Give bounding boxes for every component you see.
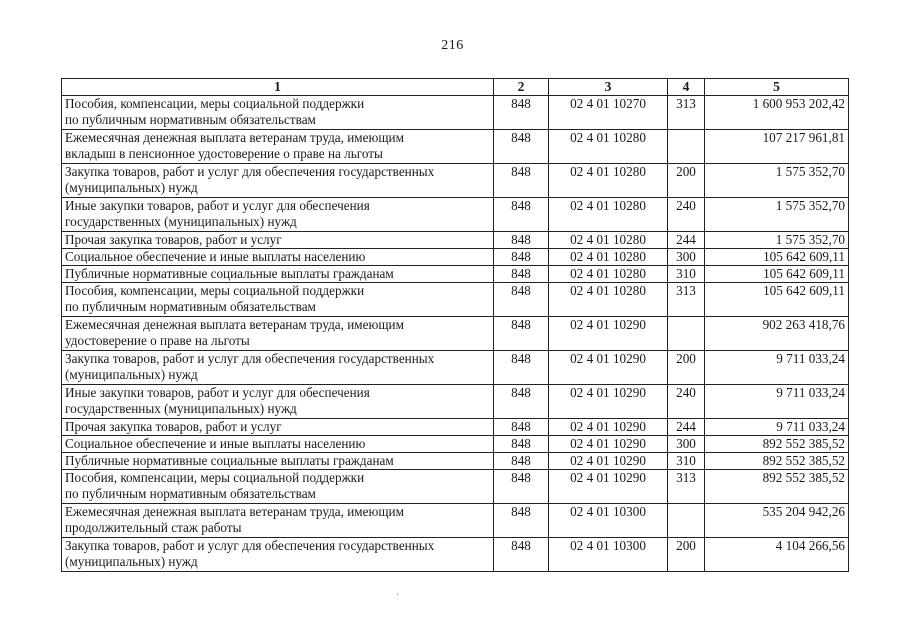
row-csr-cell: 02 4 01 10290 xyxy=(549,385,668,419)
table-row xyxy=(62,130,849,164)
row-name-cell: Социальное обеспечение и иные выплаты населению xyxy=(62,249,494,266)
table-header-row xyxy=(62,79,849,96)
row-name-cell: Публичные нормативные социальные выплаты гражданам xyxy=(62,266,494,283)
row-csr-cell: 02 4 01 10280 xyxy=(549,283,668,317)
row-name-cell: Публичные нормативные социальные выплаты гражданам xyxy=(62,453,494,470)
row-amount-cell: 107 217 961,81 xyxy=(705,130,849,164)
row-name-cell: Прочая закупка товаров, работ и услуг xyxy=(62,232,494,249)
row-vr-cell: 200 xyxy=(668,351,705,385)
row-ved-cell: 848 xyxy=(494,504,549,538)
column-header-amount: 5 xyxy=(705,79,849,96)
row-ved-cell: 848 xyxy=(494,96,549,130)
row-name-cell: Прочая закупка товаров, работ и услуг xyxy=(62,419,494,436)
row-amount-cell: 9 711 033,24 xyxy=(705,351,849,385)
row-vr-cell: 313 xyxy=(668,470,705,504)
row-amount-cell: 892 552 385,52 xyxy=(705,470,849,504)
row-name-cell: Пособия, компенсации, меры социальной поддержки по публичным нормативным обязательствам xyxy=(62,283,494,317)
row-name-cell: Ежемесячная денежная выплата ветеранам труда, имеющим продолжительный стаж работы xyxy=(62,504,494,538)
row-csr-cell: 02 4 01 10280 xyxy=(549,198,668,232)
row-amount-cell: 1 575 352,70 xyxy=(705,198,849,232)
row-ved-cell: 848 xyxy=(494,351,549,385)
row-csr-cell: 02 4 01 10300 xyxy=(549,504,668,538)
row-amount-cell: 1 600 953 202,42 xyxy=(705,96,849,130)
row-name-cell: Закупка товаров, работ и услуг для обеспечения государственных (муниципальных) нужд xyxy=(62,164,494,198)
row-ved-cell: 848 xyxy=(494,317,549,351)
table-row xyxy=(62,385,849,419)
row-vr-cell: 300 xyxy=(668,436,705,453)
row-amount-cell: 892 552 385,52 xyxy=(705,436,849,453)
row-amount-cell: 4 104 266,56 xyxy=(705,538,849,572)
row-csr-cell: 02 4 01 10280 xyxy=(549,249,668,266)
row-amount-cell: 105 642 609,11 xyxy=(705,249,849,266)
row-amount-cell: 105 642 609,11 xyxy=(705,283,849,317)
row-vr-cell xyxy=(668,504,705,538)
row-amount-cell: 9 711 033,24 xyxy=(705,419,849,436)
table-row xyxy=(62,232,849,249)
column-header-vr: 4 xyxy=(668,79,705,96)
row-amount-cell: 105 642 609,11 xyxy=(705,266,849,283)
row-ved-cell: 848 xyxy=(494,436,549,453)
row-name-cell: Пособия, компенсации, меры социальной поддержки по публичным нормативным обязательствам xyxy=(62,96,494,130)
row-name-cell: Закупка товаров, работ и услуг для обеспечения государственных (муниципальных) нужд xyxy=(62,351,494,385)
table-row xyxy=(62,538,849,572)
row-amount-cell: 902 263 418,76 xyxy=(705,317,849,351)
row-ved-cell: 848 xyxy=(494,249,549,266)
table-row xyxy=(62,198,849,232)
row-vr-cell: 313 xyxy=(668,96,705,130)
row-csr-cell: 02 4 01 10300 xyxy=(549,538,668,572)
table-row xyxy=(62,317,849,351)
row-csr-cell: 02 4 01 10280 xyxy=(549,232,668,249)
table-row xyxy=(62,351,849,385)
row-ved-cell: 848 xyxy=(494,198,549,232)
column-header-ved: 2 xyxy=(494,79,549,96)
row-csr-cell: 02 4 01 10290 xyxy=(549,470,668,504)
row-vr-cell: 200 xyxy=(668,538,705,572)
row-name-cell: Социальное обеспечение и иные выплаты населению xyxy=(62,436,494,453)
row-csr-cell: 02 4 01 10280 xyxy=(549,164,668,198)
row-ved-cell: 848 xyxy=(494,470,549,504)
table-row xyxy=(62,436,849,453)
row-csr-cell: 02 4 01 10290 xyxy=(549,351,668,385)
row-vr-cell: 240 xyxy=(668,385,705,419)
row-ved-cell: 848 xyxy=(494,385,549,419)
row-name-cell: Ежемесячная денежная выплата ветеранам труда, имеющим удостоверение о праве на льготы xyxy=(62,317,494,351)
row-name-cell: Иные закупки товаров, работ и услуг для обеспечения государственных (муниципальных) нужд xyxy=(62,385,494,419)
row-name-cell: Закупка товаров, работ и услуг для обеспечения государственных (муниципальных) нужд xyxy=(62,538,494,572)
row-csr-cell: 02 4 01 10280 xyxy=(549,266,668,283)
row-ved-cell: 848 xyxy=(494,266,549,283)
row-vr-cell: 200 xyxy=(668,164,705,198)
row-amount-cell: 535 204 942,26 xyxy=(705,504,849,538)
row-amount-cell: 892 552 385,52 xyxy=(705,453,849,470)
row-ved-cell: 848 xyxy=(494,164,549,198)
column-header-csr: 3 xyxy=(549,79,668,96)
row-csr-cell: 02 4 01 10270 xyxy=(549,96,668,130)
row-ved-cell: 848 xyxy=(494,283,549,317)
row-vr-cell: 240 xyxy=(668,198,705,232)
row-amount-cell: 9 711 033,24 xyxy=(705,385,849,419)
row-ved-cell: 848 xyxy=(494,419,549,436)
table-row xyxy=(62,266,849,283)
table-row xyxy=(62,453,849,470)
row-vr-cell: 310 xyxy=(668,453,705,470)
row-csr-cell: 02 4 01 10290 xyxy=(549,436,668,453)
page-number: 216 xyxy=(441,38,464,53)
column-header-name: 1 xyxy=(62,79,494,96)
table-row xyxy=(62,164,849,198)
row-vr-cell: 313 xyxy=(668,283,705,317)
row-csr-cell: 02 4 01 10290 xyxy=(549,453,668,470)
row-ved-cell: 848 xyxy=(494,232,549,249)
table-row xyxy=(62,283,849,317)
row-amount-cell: 1 575 352,70 xyxy=(705,232,849,249)
row-ved-cell: 848 xyxy=(494,538,549,572)
row-name-cell: Иные закупки товаров, работ и услуг для обеспечения государственных (муниципальных) нужд xyxy=(62,198,494,232)
row-vr-cell: 310 xyxy=(668,266,705,283)
table-row xyxy=(62,470,849,504)
table-row xyxy=(62,249,849,266)
table-row xyxy=(62,504,849,538)
row-csr-cell: 02 4 01 10290 xyxy=(549,419,668,436)
row-vr-cell xyxy=(668,317,705,351)
table-row xyxy=(62,96,849,130)
row-csr-cell: 02 4 01 10290 xyxy=(549,317,668,351)
row-ved-cell: 848 xyxy=(494,130,549,164)
table-row xyxy=(62,419,849,436)
row-vr-cell xyxy=(668,130,705,164)
row-vr-cell: 300 xyxy=(668,249,705,266)
row-name-cell: Ежемесячная денежная выплата ветеранам труда, имеющим вкладыш в пенсионное удостоверение о праве на льготы xyxy=(62,130,494,164)
budget-table xyxy=(61,78,849,572)
row-ved-cell: 848 xyxy=(494,453,549,470)
row-csr-cell: 02 4 01 10280 xyxy=(549,130,668,164)
scan-mark: ' xyxy=(397,592,399,601)
row-vr-cell: 244 xyxy=(668,232,705,249)
row-amount-cell: 1 575 352,70 xyxy=(705,164,849,198)
row-vr-cell: 244 xyxy=(668,419,705,436)
row-name-cell: Пособия, компенсации, меры социальной поддержки по публичным нормативным обязательствам xyxy=(62,470,494,504)
